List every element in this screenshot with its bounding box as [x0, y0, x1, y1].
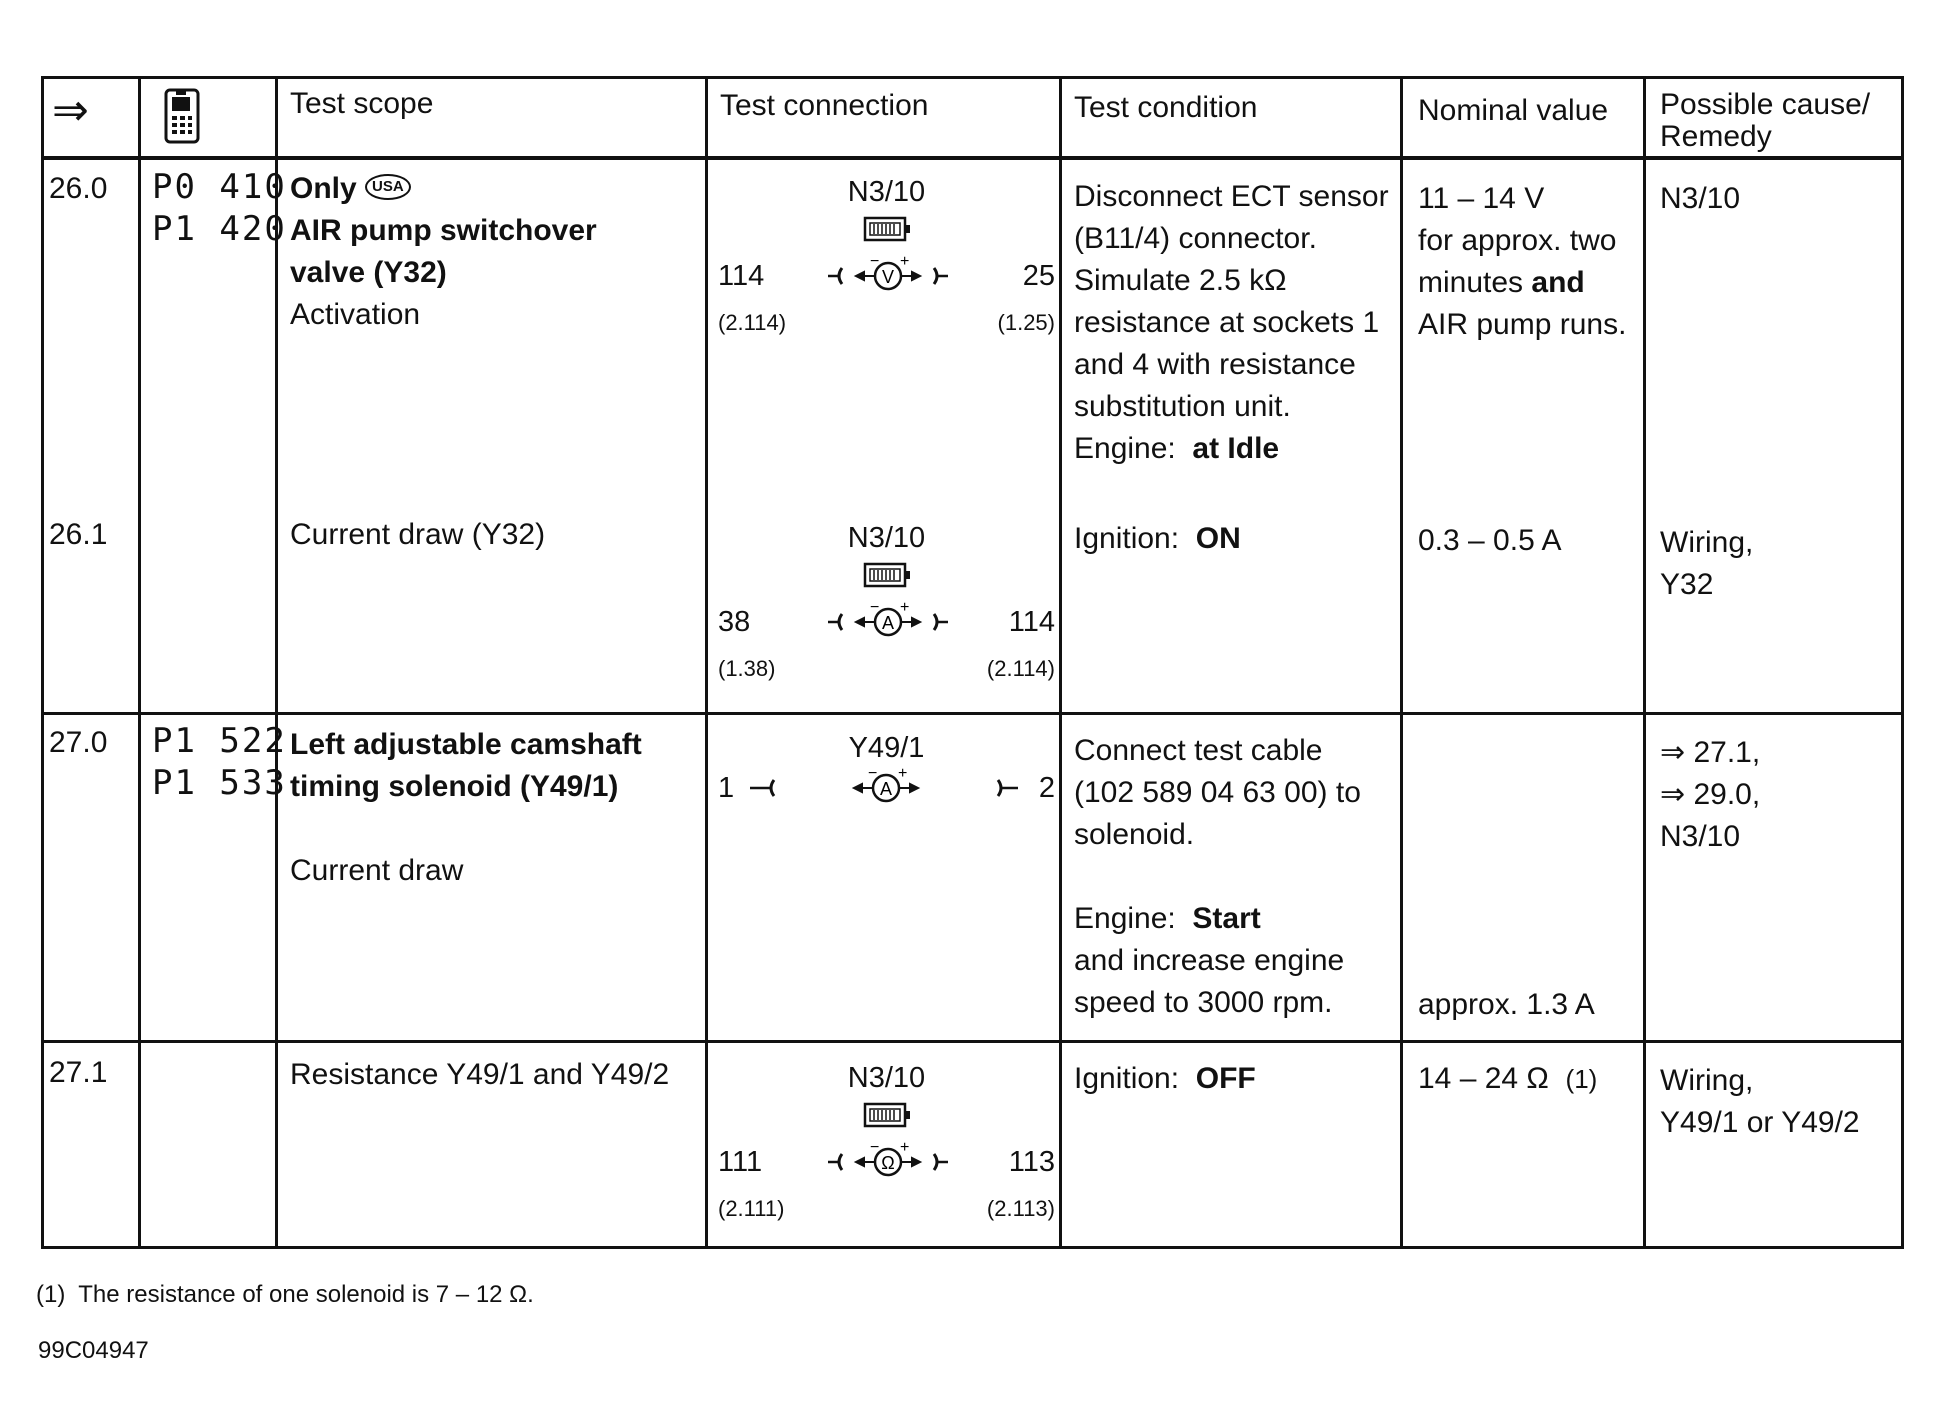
ohmmeter-icon	[828, 1142, 948, 1182]
ignition-label: Ignition:	[1074, 1062, 1180, 1095]
test-scope-27-1: Resistance Y49/1 and Y49/2	[290, 1058, 670, 1091]
test-scope-26-0	[290, 168, 597, 336]
engine-value: at Idle	[1192, 432, 1280, 465]
condition-line: Disconnect ECT sensor	[1074, 180, 1389, 213]
voltmeter-icon	[828, 256, 948, 296]
condition-line: resistance at sockets 1	[1074, 306, 1380, 339]
scope-line: AIR pump switchover	[290, 214, 597, 247]
ignition-value: OFF	[1195, 1062, 1256, 1095]
cause-line: ⇒ 29.0,	[1660, 778, 1761, 811]
left-pin: 114	[718, 260, 765, 292]
header-cause-line1: Possible cause/	[1660, 88, 1871, 121]
engine-value: Start	[1192, 902, 1261, 935]
header-arrow-icon: ⇒	[52, 86, 89, 135]
nominal-line: AIR pump runs.	[1418, 308, 1627, 341]
ecu-connector-icon	[863, 1102, 911, 1128]
condition-line: speed to 3000 rpm.	[1074, 986, 1333, 1019]
fault-codes	[152, 720, 287, 804]
right-pin: 2	[1038, 772, 1055, 804]
condition-line: Simulate 2.5 kΩ	[1074, 264, 1287, 297]
cause-line: ⇒ 27.1,	[1660, 736, 1761, 769]
header-test-condition: Test condition	[1074, 91, 1258, 124]
svg-text:+: +	[898, 768, 908, 782]
col-border-6	[1643, 76, 1646, 1248]
test-scope-26-1: Current draw (Y32)	[290, 518, 546, 551]
connection-title: Y49/1	[848, 732, 925, 764]
test-condition-26-0	[1074, 176, 1389, 470]
step-number: 26.0	[49, 172, 108, 205]
test-connection-diagram	[718, 732, 1055, 822]
col-border-left	[41, 76, 44, 1248]
table-bottom-border	[41, 1246, 1904, 1249]
svg-text:−: −	[870, 1142, 880, 1156]
cause-line: Y49/1 or Y49/2	[1660, 1106, 1860, 1139]
ecu-connector-icon	[863, 562, 911, 588]
fault-code: P0 410	[152, 167, 287, 207]
right-pin: 25	[1022, 260, 1055, 292]
cause-line: Wiring,	[1660, 1064, 1754, 1097]
col-border-1	[138, 76, 141, 1248]
step-number: 26.1	[49, 518, 108, 551]
fault-code: P1 420	[152, 209, 287, 249]
ammeter-icon	[736, 768, 1036, 808]
connection-title: N3/10	[847, 176, 926, 208]
scope-line: Activation	[290, 298, 421, 331]
possible-cause-27-1	[1660, 1060, 1860, 1144]
test-condition-26-1	[1074, 518, 1241, 560]
engine-label: Engine:	[1074, 902, 1176, 935]
test-scope-27-0	[290, 724, 642, 892]
footnote-marker: (1)	[36, 1281, 66, 1308]
svg-text:A: A	[881, 613, 895, 633]
header-bottom-border	[41, 156, 1904, 160]
fault-code: P1 533	[152, 763, 287, 803]
nominal-and: and	[1531, 266, 1585, 299]
nominal-value-26-1: 0.3 – 0.5 A	[1418, 524, 1562, 557]
condition-line: solenoid.	[1074, 818, 1195, 851]
right-pin: 114	[1008, 606, 1055, 638]
test-condition-27-0	[1074, 730, 1361, 1024]
left-wire-ref: (1.38)	[718, 656, 776, 681]
test-connection-diagram	[718, 176, 1055, 346]
footnote-ref: (1)	[1565, 1064, 1598, 1094]
right-wire-ref: (1.25)	[997, 310, 1055, 335]
left-pin: 1	[718, 772, 735, 804]
cause-line: Y32	[1660, 568, 1714, 601]
nominal-line: 14 – 24 Ω	[1418, 1062, 1549, 1095]
header-test-scope: Test scope	[290, 87, 434, 120]
footnote-text: The resistance of one solenoid is 7 – 12 Ω.	[78, 1281, 534, 1308]
nominal-line: minutes	[1418, 266, 1524, 299]
svg-text:A: A	[879, 779, 893, 799]
ignition-value: ON	[1195, 522, 1241, 555]
col-border-4	[1059, 76, 1062, 1248]
svg-text:+: +	[900, 1142, 910, 1156]
left-pin: 111	[718, 1146, 763, 1178]
svg-text:−: −	[870, 602, 880, 616]
right-wire-ref: (2.113)	[986, 1196, 1055, 1221]
header-cause-line2: Remedy	[1660, 120, 1772, 153]
scope-line: Left adjustable camshaft	[290, 728, 642, 761]
nominal-line: 11 – 14 V	[1418, 182, 1545, 215]
left-pin: 38	[718, 606, 751, 638]
document-id: 99C04947	[38, 1337, 149, 1364]
right-wire-ref: (2.114)	[986, 656, 1055, 681]
footnote	[36, 1280, 534, 1310]
row-divider-27-1	[41, 1040, 1904, 1043]
col-border-right	[1901, 76, 1904, 1248]
header-test-connection: Test connection	[720, 89, 929, 122]
nominal-value-26-0	[1418, 178, 1626, 346]
scope-line: valve (Y32)	[290, 256, 447, 289]
svg-text:V: V	[881, 267, 895, 287]
header-possible-cause	[1660, 89, 1870, 153]
ignition-label: Ignition:	[1074, 522, 1180, 555]
condition-line: substitution unit.	[1074, 390, 1291, 423]
cause-line: N3/10	[1660, 182, 1741, 215]
svg-text:−: −	[868, 768, 878, 782]
test-connection-diagram	[718, 1062, 1055, 1232]
condition-line: and 4 with resistance	[1074, 348, 1356, 381]
header-nominal-value: Nominal value	[1418, 94, 1609, 127]
col-border-5	[1400, 76, 1403, 1248]
table-top-border	[41, 76, 1904, 79]
possible-cause-26-1	[1660, 522, 1753, 606]
nominal-value-27-0: approx. 1.3 A	[1418, 988, 1595, 1021]
hand-held-tester-icon	[164, 88, 200, 144]
cause-line: N3/10	[1660, 820, 1741, 853]
test-connection-diagram	[718, 522, 1055, 692]
condition-line: Connect test cable	[1074, 734, 1323, 767]
row-divider-27-0	[41, 712, 1904, 715]
scope-line: timing solenoid (Y49/1)	[290, 770, 619, 803]
connection-title: N3/10	[847, 522, 926, 554]
engine-label: Engine:	[1074, 432, 1176, 465]
svg-text:+: +	[900, 256, 910, 270]
col-border-2	[275, 76, 278, 1248]
svg-text:−: −	[870, 256, 880, 270]
svg-text:Ω: Ω	[881, 1153, 895, 1173]
ecu-connector-icon	[863, 216, 911, 242]
possible-cause-27-0	[1660, 732, 1760, 858]
connection-title: N3/10	[847, 1062, 926, 1094]
col-border-3	[705, 76, 708, 1248]
condition-line: (102 589 04 63 00) to	[1074, 776, 1361, 809]
only-label: Only	[290, 172, 357, 205]
scope-line: Current draw	[290, 854, 464, 887]
possible-cause-26-0	[1660, 178, 1740, 220]
step-number: 27.0	[49, 726, 108, 759]
ammeter-icon	[828, 602, 948, 642]
test-condition-27-1	[1074, 1058, 1256, 1100]
usa-badge: USA	[365, 174, 411, 200]
condition-line: and increase engine	[1074, 944, 1345, 977]
left-wire-ref: (2.111)	[718, 1196, 785, 1221]
cause-line: Wiring,	[1660, 526, 1754, 559]
condition-line: (B11/4) connector.	[1074, 222, 1317, 255]
nominal-value-27-1	[1418, 1058, 1597, 1100]
right-pin: 113	[1008, 1146, 1055, 1178]
fault-codes	[152, 166, 287, 250]
nominal-line: for approx. two	[1418, 224, 1617, 257]
step-number: 27.1	[49, 1056, 108, 1089]
left-wire-ref: (2.114)	[718, 310, 787, 335]
svg-text:+: +	[900, 602, 910, 616]
fault-code: P1 522	[152, 721, 287, 761]
